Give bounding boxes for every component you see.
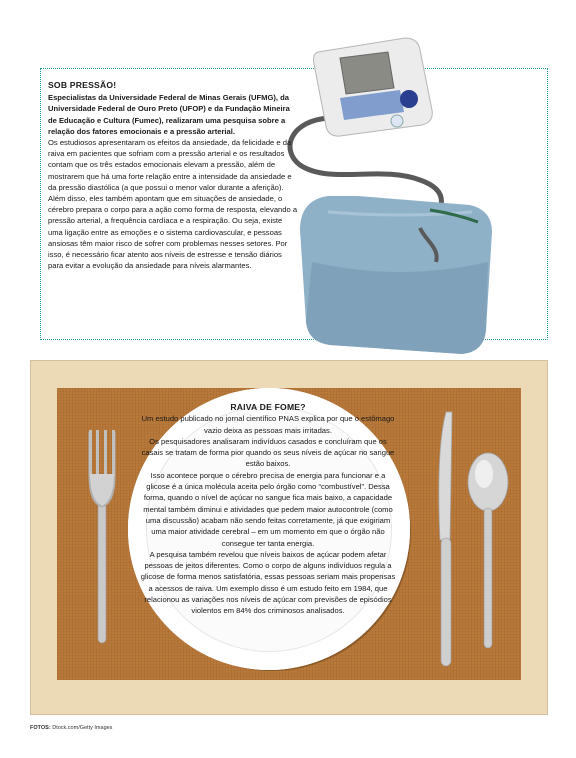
plate-article-paragraph: Os pesquisadores analisaram indivíduos casados e concluíram que os casais se tratam de forma pior quando os seus níveis de açúcar no sangue estão baixos.: [141, 436, 395, 469]
plate-article: [140, 402, 396, 617]
photo-credit-label: FOTOS:: [30, 725, 51, 731]
top-article-paragraph: Os estudiosos apresentaram os efeitos da ansiedade, da felicidade e da raiva em pacientes que sofriam com a pressão arterial e os resultados contam que os três estados emocionais elevam a pressão, além de mostrarem que há uma forte relação entre a intensidade da ansiedade e da pressão diastólica (a que possui o menor valor durante a aferição).: [48, 138, 292, 192]
top-article-paragraph: Além disso, eles também apontam que em situações de ansiedade, o cérebro prepara o corpo para a ação como forma de resposta, elevando a pressão arterial, a frequência cardíaca e a respiração. Ou seja, existe uma ligação entre as emoções e o sistema cardiovascular, e pessoas ansiosas têm maior risco de sofrer com problemas nesses setores. Por isso, é necessário ficar atento aos níveis de estresse e tensão diários para evitar a evolução da ansiedade para níveis alarmantes.: [48, 194, 298, 271]
plate-article-paragraph: A pesquisa também revelou que níveis baixos de açúcar podem afetar pessoas de jeitos diferentes. Como o corpo de alguns indivíduos regula a glicose de forma menos satisfatória, essas pessoas seriam mais propensas a acessos de raiva. Um exemplo disso é um estudo feito em 1984, que relacionou as variações nos níveis de açúcar com previsões de episódios violentos em 84% dos criminosos analisados.: [140, 549, 396, 616]
top-article-lead: Especialistas da Universidade Federal de Minas Gerais (UFMG), da Universidade Federal de Ouro Preto (UFOP) e da Fundação Mineira de Educação e Cultura (Fumec), realizaram uma pesquisa sobre a relação dos fatores emocionais e a pressão arterial.: [48, 93, 290, 136]
photo-credit: [30, 725, 112, 731]
plate-article-paragraph: Isso acontece porque o cérebro precisa de energia para funcionar e a glicose é a única molécula aceita pelo órgão como “combustível”. Dessa forma, quando o nível de açúcar no sangue fica mais baixo, a capacidade mental também diminui e atividades que pedem maior autocontrole (como uma discussão) acabam não sendo feitas corretamente, já que exigiriam uma maior atividade cerebral – em um momento em que o órgão não consegue ter tanta energia.: [143, 470, 393, 548]
top-article-headline: SOB PRESSÃO!: [48, 80, 117, 90]
photo-credit-source: Dtock.com/Getty Images: [52, 725, 113, 731]
plate-article-paragraph: Um estudo publicado no jornal científico PNAS explica por que o estômago vazio deixa as pessoas mais irritadas.: [141, 414, 395, 435]
plate-article-headline: RAIVA DE FOME?: [230, 402, 306, 412]
